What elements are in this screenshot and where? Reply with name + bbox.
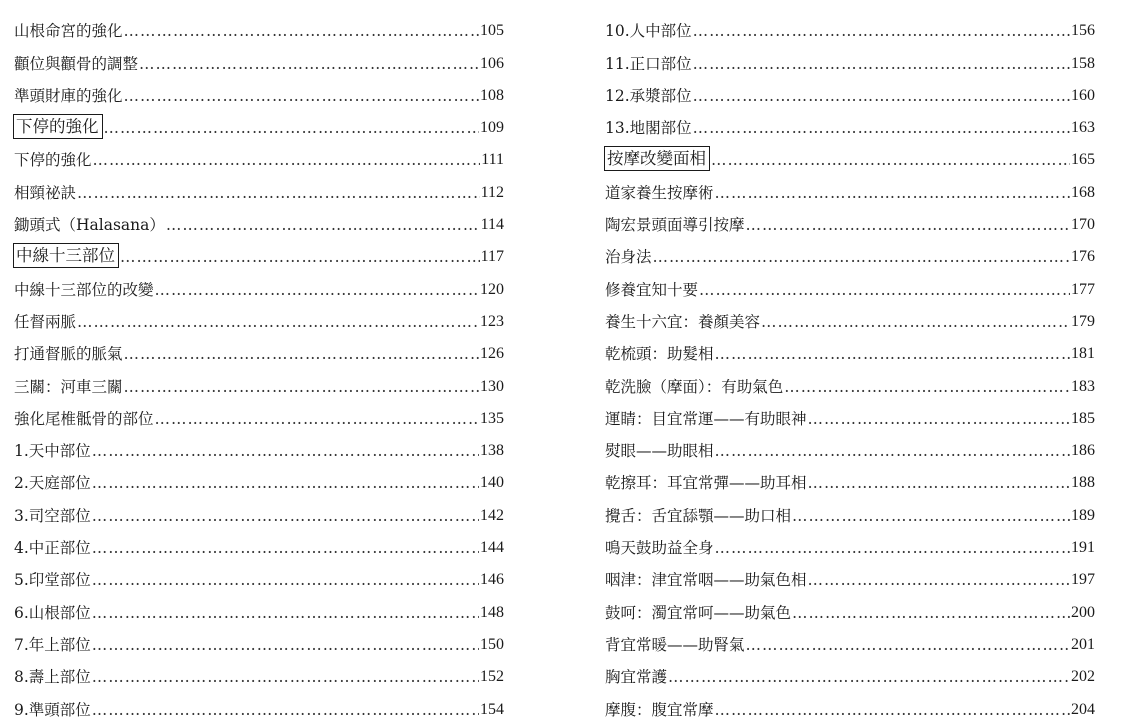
dot-leader bbox=[711, 149, 1070, 171]
toc-entry[interactable] bbox=[14, 624, 504, 656]
toc-entry[interactable] bbox=[605, 365, 1095, 397]
page-number: 117 bbox=[480, 248, 504, 266]
entry-title: 下停的強化 bbox=[14, 151, 92, 170]
page-number: 201 bbox=[1071, 635, 1095, 653]
toc-entry[interactable] bbox=[605, 688, 1095, 720]
dot-leader bbox=[668, 666, 1070, 688]
dot-leader bbox=[92, 440, 479, 462]
entry-title: 12.承漿部位 bbox=[605, 86, 692, 105]
page-number: 142 bbox=[480, 506, 504, 524]
page-number: 135 bbox=[480, 409, 504, 427]
page-number: 200 bbox=[1071, 603, 1095, 621]
page-number: 165 bbox=[1071, 151, 1095, 169]
page-number: 152 bbox=[480, 668, 504, 686]
page-number: 138 bbox=[480, 442, 504, 460]
entry-title: 運睛：目宜常運——有助眼神 bbox=[605, 409, 807, 428]
toc-entry[interactable] bbox=[14, 301, 504, 333]
toc-entry[interactable] bbox=[14, 365, 504, 397]
toc-entry[interactable] bbox=[605, 333, 1095, 365]
page-number: 181 bbox=[1071, 345, 1095, 363]
toc-entry[interactable] bbox=[14, 268, 504, 300]
dot-leader bbox=[92, 505, 479, 527]
page-number: 146 bbox=[480, 571, 504, 589]
page-number: 123 bbox=[480, 312, 504, 330]
toc-entry[interactable] bbox=[14, 42, 504, 74]
toc-entry[interactable] bbox=[14, 139, 504, 171]
page-number: 126 bbox=[480, 345, 504, 363]
entry-title: 13.地閣部位 bbox=[605, 119, 692, 138]
toc-entry[interactable] bbox=[605, 656, 1095, 688]
toc-section-heading[interactable] bbox=[14, 107, 504, 139]
entry-title: 8.壽上部位 bbox=[14, 668, 91, 687]
entry-title: 攪舌：舌宜舔顎——助口相 bbox=[605, 506, 792, 525]
toc-entry[interactable] bbox=[14, 430, 504, 462]
page-number: 160 bbox=[1071, 86, 1095, 104]
page-number: 168 bbox=[1071, 183, 1095, 201]
dot-leader bbox=[92, 666, 479, 688]
entry-title: 中線十三部位的改變 bbox=[14, 280, 154, 299]
toc-entry[interactable] bbox=[14, 559, 504, 591]
dot-leader bbox=[155, 408, 479, 430]
page-number: 114 bbox=[480, 216, 504, 234]
entry-title: 3.司空部位 bbox=[14, 506, 91, 525]
toc-entry[interactable] bbox=[605, 268, 1095, 300]
page-number: 189 bbox=[1071, 506, 1095, 524]
toc-entry[interactable] bbox=[14, 398, 504, 430]
toc-entry[interactable] bbox=[605, 75, 1095, 107]
toc-right-column bbox=[605, 10, 1095, 721]
entry-title: 6.山根部位 bbox=[14, 603, 91, 622]
toc-entry[interactable] bbox=[605, 559, 1095, 591]
section-title: 下停的強化 bbox=[13, 114, 103, 139]
toc-entry[interactable] bbox=[605, 236, 1095, 268]
toc-entry[interactable] bbox=[605, 591, 1095, 623]
toc-entry[interactable] bbox=[605, 494, 1095, 526]
entry-title: 摩腹：腹宜常摩 bbox=[605, 700, 714, 719]
entry-title: 乾梳頭：助髮相 bbox=[605, 345, 714, 364]
entry-title: 2.天庭部位 bbox=[14, 474, 91, 493]
page-number: 108 bbox=[480, 86, 504, 104]
toc-entry[interactable] bbox=[605, 624, 1095, 656]
dot-leader bbox=[693, 85, 1070, 107]
page-number: 144 bbox=[480, 539, 504, 557]
page-number: 170 bbox=[1071, 216, 1095, 234]
page-number: 148 bbox=[480, 603, 504, 621]
dot-leader bbox=[746, 214, 1070, 236]
toc-entry[interactable] bbox=[605, 301, 1095, 333]
page-number: 179 bbox=[1071, 312, 1095, 330]
page-number: 156 bbox=[1071, 22, 1095, 40]
page-number: 120 bbox=[480, 280, 504, 298]
toc-entry[interactable] bbox=[605, 107, 1095, 139]
entry-title: 陶宏景頭面導引按摩 bbox=[605, 216, 745, 235]
dot-leader bbox=[693, 53, 1070, 75]
entry-title: 背宜常暖——助腎氣 bbox=[605, 635, 745, 654]
toc-entry[interactable] bbox=[14, 204, 504, 236]
toc-entry[interactable] bbox=[605, 171, 1095, 203]
dot-leader bbox=[653, 246, 1070, 268]
page-number: 158 bbox=[1071, 54, 1095, 72]
toc-entry[interactable] bbox=[605, 398, 1095, 430]
dot-leader bbox=[715, 699, 1070, 721]
toc-entry[interactable] bbox=[605, 42, 1095, 74]
toc-left-column bbox=[14, 10, 504, 721]
dot-leader bbox=[746, 634, 1070, 656]
section-title: 中線十三部位 bbox=[13, 243, 119, 268]
toc-entry[interactable] bbox=[605, 527, 1095, 559]
dot-leader bbox=[139, 53, 479, 75]
dot-leader bbox=[77, 182, 480, 204]
dot-leader bbox=[155, 279, 479, 301]
entry-title: 任督兩脈 bbox=[14, 312, 77, 331]
dot-leader bbox=[92, 569, 479, 591]
toc-section-heading[interactable] bbox=[605, 139, 1095, 171]
dot-leader bbox=[124, 343, 479, 365]
dot-leader bbox=[808, 472, 1070, 494]
toc-entry[interactable] bbox=[14, 494, 504, 526]
entry-title: 養生十六宜：養顏美容 bbox=[605, 312, 761, 331]
dot-leader bbox=[124, 376, 479, 398]
toc-entry[interactable] bbox=[14, 688, 504, 720]
dot-leader bbox=[808, 408, 1070, 430]
dot-leader bbox=[92, 537, 479, 559]
toc-entry[interactable] bbox=[605, 10, 1095, 42]
entry-title: 咽津：津宜常咽——助氣色相 bbox=[605, 571, 807, 590]
entry-title: 7.年上部位 bbox=[14, 635, 91, 654]
toc-entry[interactable] bbox=[14, 333, 504, 365]
toc-entry[interactable] bbox=[14, 75, 504, 107]
page-number: 111 bbox=[481, 151, 504, 169]
page-number: 183 bbox=[1071, 377, 1095, 395]
dot-leader bbox=[124, 85, 479, 107]
entry-title: 乾洗臉（摩面）：有助氣色 bbox=[605, 377, 784, 396]
page-number: 150 bbox=[480, 635, 504, 653]
page-number: 130 bbox=[480, 377, 504, 395]
entry-title: 三關：河車三關 bbox=[14, 377, 123, 396]
page-number: 163 bbox=[1071, 119, 1095, 137]
page-number: 106 bbox=[480, 54, 504, 72]
page-number: 204 bbox=[1071, 700, 1095, 718]
page-number: 197 bbox=[1071, 571, 1095, 589]
dot-leader bbox=[792, 505, 1070, 527]
toc-entry[interactable] bbox=[14, 527, 504, 559]
entry-title: 鳴天鼓助益全身 bbox=[605, 539, 714, 558]
entry-title: 治身法 bbox=[605, 248, 652, 267]
dot-leader bbox=[808, 569, 1070, 591]
dot-leader bbox=[92, 602, 479, 624]
dot-leader bbox=[120, 246, 480, 268]
dot-leader bbox=[715, 440, 1070, 462]
page-number: 176 bbox=[1071, 248, 1095, 266]
dot-leader bbox=[92, 699, 479, 721]
entry-title: 修養宜知十要 bbox=[605, 280, 699, 299]
page-number: 105 bbox=[480, 22, 504, 40]
dot-leader bbox=[761, 311, 1070, 333]
toc-entry[interactable] bbox=[605, 204, 1095, 236]
section-title: 按摩改變面相 bbox=[604, 146, 710, 171]
toc-entry[interactable] bbox=[14, 591, 504, 623]
entry-title: 打通督脈的脈氣 bbox=[14, 345, 123, 364]
page-number: 185 bbox=[1071, 409, 1095, 427]
dot-leader bbox=[104, 117, 480, 139]
entry-title: 鼓呵：濁宜常呵——助氣色 bbox=[605, 603, 792, 622]
dot-leader bbox=[699, 279, 1070, 301]
dot-leader bbox=[792, 602, 1070, 624]
toc-entry[interactable] bbox=[14, 10, 504, 42]
toc-entry[interactable] bbox=[14, 462, 504, 494]
dot-leader bbox=[715, 537, 1070, 559]
entry-title: 11.正口部位 bbox=[605, 54, 692, 73]
toc-entry[interactable] bbox=[605, 462, 1095, 494]
entry-title: 道家養生按摩術 bbox=[605, 183, 714, 202]
toc-entry[interactable] bbox=[14, 171, 504, 203]
entry-title: 1.天中部位 bbox=[14, 442, 91, 461]
entry-title: 乾擦耳：耳宜常彈——助耳相 bbox=[605, 474, 807, 493]
dot-leader bbox=[93, 149, 481, 171]
entry-title: 熨眼——助眼相 bbox=[605, 442, 714, 461]
dot-leader bbox=[784, 376, 1070, 398]
page-number: 202 bbox=[1071, 668, 1095, 686]
entry-title: 準頭財庫的強化 bbox=[14, 86, 123, 105]
entry-title: 山根命宮的強化 bbox=[14, 22, 123, 41]
entry-title: 相頸祕訣 bbox=[14, 183, 77, 202]
page-number: 188 bbox=[1071, 474, 1095, 492]
dot-leader bbox=[92, 472, 479, 494]
entry-title: 5.印堂部位 bbox=[14, 571, 91, 590]
entry-title: 顴位與顴骨的調整 bbox=[14, 54, 139, 73]
dot-leader bbox=[166, 214, 480, 236]
dot-leader bbox=[77, 311, 479, 333]
entry-title: 10.人中部位 bbox=[605, 22, 692, 41]
dot-leader bbox=[124, 20, 479, 42]
entry-title: 鋤頭式（Halasana） bbox=[14, 216, 165, 235]
toc-entry[interactable] bbox=[14, 656, 504, 688]
dot-leader bbox=[693, 20, 1070, 42]
dot-leader bbox=[693, 117, 1070, 139]
page-number: 109 bbox=[480, 119, 504, 137]
page-number: 186 bbox=[1071, 442, 1095, 460]
entry-title: 4.中正部位 bbox=[14, 539, 91, 558]
dot-leader bbox=[715, 182, 1070, 204]
entry-title: 胸宜常護 bbox=[605, 668, 668, 687]
dot-leader bbox=[92, 634, 479, 656]
dot-leader bbox=[715, 343, 1070, 365]
toc-entry[interactable] bbox=[605, 430, 1095, 462]
page-number: 191 bbox=[1071, 539, 1095, 557]
page-number: 112 bbox=[480, 183, 504, 201]
entry-title: 9.準頭部位 bbox=[14, 700, 91, 719]
page-number: 154 bbox=[480, 700, 504, 718]
page-number: 140 bbox=[480, 474, 504, 492]
page-number: 177 bbox=[1071, 280, 1095, 298]
toc-section-heading[interactable] bbox=[14, 236, 504, 268]
entry-title: 強化尾椎骶骨的部位 bbox=[14, 409, 154, 428]
